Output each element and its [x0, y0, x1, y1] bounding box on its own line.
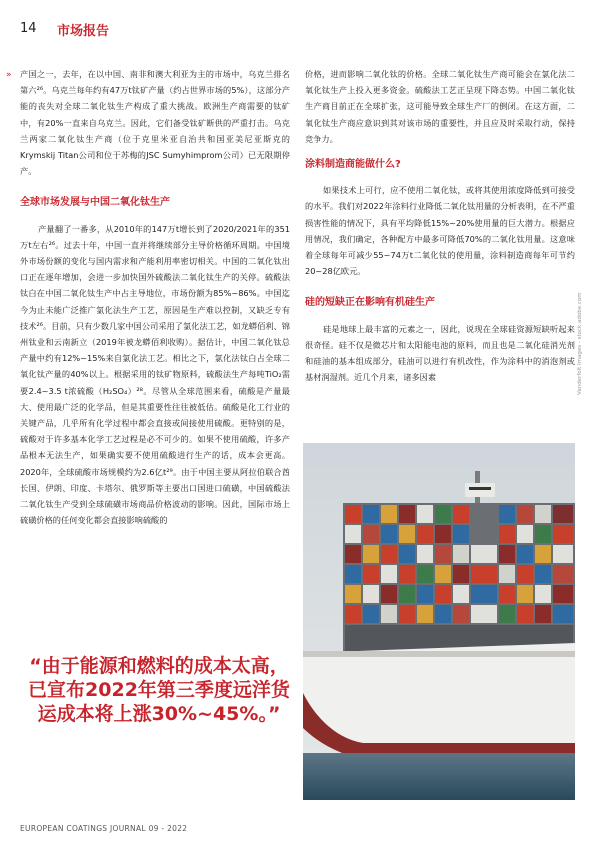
container-ship-photo: [303, 443, 575, 800]
section-heading-paint-makers: 涂料制造商能做什么?: [305, 159, 401, 171]
page-number: 14: [20, 21, 37, 36]
lead-paragraph: 产国之一，去年，在以中国、南非和澳大利亚为主的市场中，乌克兰排名第六²⁶。乌克兰每年约有47万t钛矿产量（约占世界市场的5%），这部分产能的丧失对全球二氧化钛生产构成了重大挑战。欧洲生产商需要的钛矿中，有20%一直来自乌克兰。因此，它们备受钛矿断供的严重打击。乌克兰两家二氧化钛生产商（位于克里米亚自治共和国亚美尼亚斯克的Krymskij Titan公司和位于苏梅的JSC Sumyhimprom公司）已无限期停产。: [20, 69, 290, 177]
footer-journal-issue: EUROPEAN COATINGS JOURNAL 09 - 2022: [20, 824, 188, 833]
left-column: [6, 66, 290, 528]
container-ship-illustration: [303, 443, 575, 800]
paint-makers-paragraph: 如果技术上可行，应不使用二氧化钛，或将其使用浓度降低到可接受的水平。我们对2022年涂料行业降低二氧化钛用量的分析表明，在不严重损害性能的情况下，具有平均降低15%~20%使用量的巨大潜力。根据应用情况，我们确定，各种配方中最多可降低70%的二氧化钛用量。这意味着全球每年可减少55~74万t二氧化钛的使用量，涂料制造商每年可节约20~28亿欧元。: [305, 185, 575, 277]
photo-credit: Vanderfolt Images - stock.adobe.com: [577, 292, 583, 395]
top-paragraph: 价格，进而影响二氧化钛的价格。全球二氧化钛生产商可能会在氯化法二氧化钛生产上投入更多资金。硫酸法工艺正呈现下降态势。中国二氧化钛生产商目前正在全球扩张，这可能导致全球生产厂的倒闭。在这方面，二氧化钛生产商应意识到其对该市场的重要性，并且应及时采取行动，保持竞争力。: [305, 69, 575, 144]
section-heading-global-market: 全球市场发展与中国二氧化钛生产: [20, 197, 170, 209]
double-chevron-right-icon: »: [6, 70, 12, 80]
body-paragraph: 产量翻了一番多，从2010年的147万t增长到了2020/2021年的351万t左右²⁶。过去十年，中国一直并将继续部分主导价格循环周期。中国境外市场份额的变化与国内需求和产能利用率密切相关。中国的二氧化钛出口正在逐年增加，会进一步加快国外硫酸法二氧化钛生产的关停。硫酸法钛白在中国二氧化钛生产中占主导地位，市场份额为85%~86%。中国迄今为止未能广泛推广氯化法生产工艺，原因是生产难以控制，又缺乏专有技术²⁶。目前，只有少数几家中国公司采用了氯化法工艺，如龙蟒佰利、锦州钛业和云南新立（2019年被龙蟒佰利收购）。据估计，中国二氧化钛总产量中约有12%~15%来自氯化法工艺。相比之下，氯化法钛白占全球二氧化钛产量的40%以上。根据采用的钛矿物原料，硫酸法生产每吨TiO₂需要2.4~3.5 t浓硫酸（H₂SO₄）²⁸。尽管从全球范围来看，硫酸是产量最大、使用最广泛的化学品，但是其重要性往往被低估。硫酸是化工行业的关键产品，几乎所有化学过程中都会直接或间接使用硫酸。更特别的是，硫酸对于许多基本化学工艺过程是必不可少的。如果不使用硫酸，许多产品根本无法生产，如果确实要不使用硫酸进行生产的话，成本会更高。2020年，全球硫酸市场规模约为2.6亿t²⁹。由于中国主要从阿拉伯联合酋长国、伊朗、印度、卡塔尔、俄罗斯等主要出口国进口硫磺，中国硫酸法二氧化钛生产受到全球硫磺市场商品价格波动的影响。因此，国际市场上硫磺价格的任何变化都会直接影响硫酸的: [20, 223, 290, 526]
section-heading-silicon-shortage: 硅的短缺正在影响有机硅生产: [305, 297, 435, 309]
pull-quote: “由于能源和燃料的成本太高，已宣布2022年第三季度远洋货运成本将上涨30%~45%。”: [28, 655, 290, 725]
silicon-paragraph: 硅是地球上最丰富的元素之一，因此，说现在全球硅资源短缺听起来很奇怪。硅不仅是微芯片和太阳能电池的原料，而且也是二氧化硅消光剂和硅油的基本组成部分，硅油可以进行有机改性，作为涂料中的消泡剂或基材润湿剂。近几个月来，诸多因素: [305, 323, 575, 383]
section-title: 市场报告: [57, 24, 110, 39]
right-column: [305, 66, 575, 385]
